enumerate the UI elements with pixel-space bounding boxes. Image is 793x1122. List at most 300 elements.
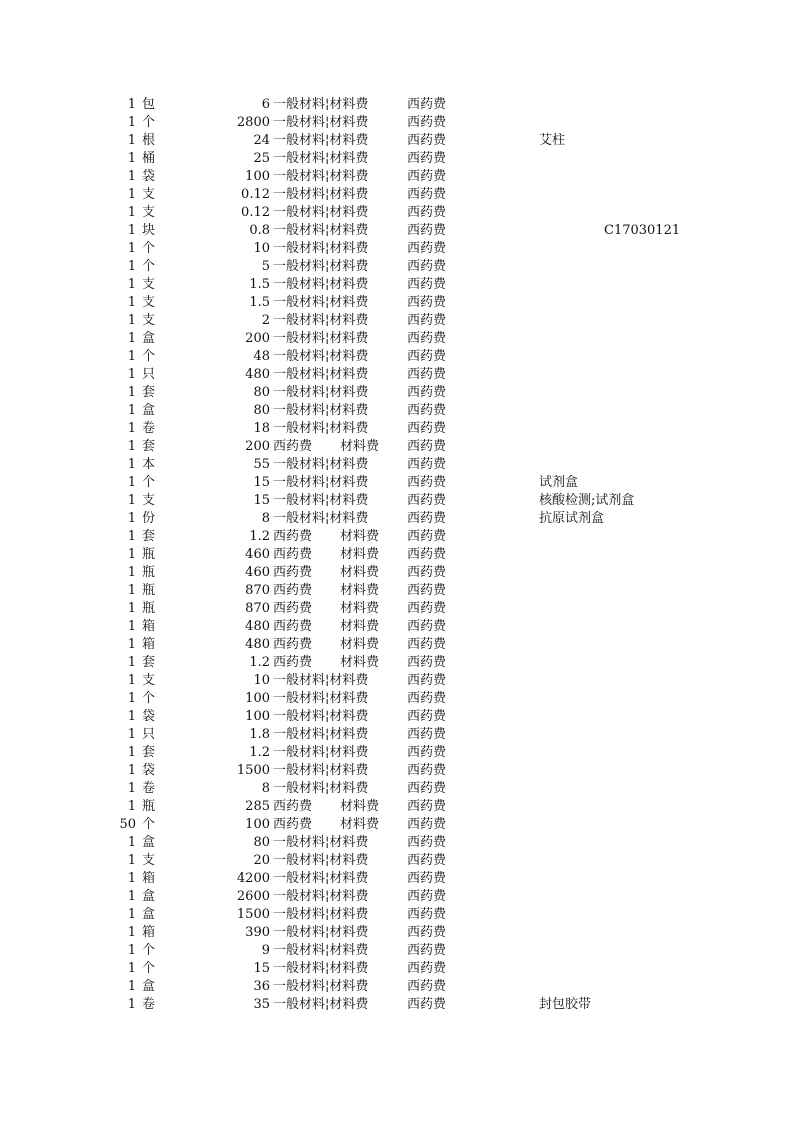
unit-cell: 根 [142, 133, 156, 148]
fee-type-cell: 西药费 [407, 367, 447, 382]
price-cell: 80 [253, 385, 270, 400]
table-row [0, 600, 793, 618]
unit-cell: 支 [142, 673, 156, 688]
category-cell: 一般材料¦材料费 [273, 943, 369, 958]
quantity-cell: 1 [127, 511, 136, 526]
category-cell: 西药费 [273, 655, 313, 670]
category-cell: 一般材料¦材料费 [273, 925, 369, 940]
table-row [0, 780, 793, 798]
fee-type-cell: 西药费 [407, 583, 447, 598]
price-cell: 460 [245, 547, 270, 562]
price-cell: 1.5 [249, 295, 270, 310]
quantity-cell: 1 [127, 763, 136, 778]
price-cell: 1.2 [249, 529, 270, 544]
category-sub-cell: 材料费 [340, 817, 380, 832]
fee-type-cell: 西药费 [407, 187, 447, 202]
table-row [0, 114, 793, 132]
quantity-cell: 1 [127, 889, 136, 904]
fee-type-cell: 西药费 [407, 133, 447, 148]
unit-cell: 瓶 [142, 583, 156, 598]
category-cell: 一般材料¦材料费 [273, 169, 369, 184]
fee-type-cell: 西药费 [407, 961, 447, 976]
unit-cell: 个 [142, 475, 156, 490]
fee-type-cell: 西药费 [407, 745, 447, 760]
unit-cell: 卷 [142, 421, 156, 436]
fee-type-cell: 西药费 [407, 259, 447, 274]
quantity-cell: 1 [127, 367, 136, 382]
price-cell: 35 [253, 997, 270, 1012]
quantity-cell: 1 [127, 943, 136, 958]
quantity-cell: 1 [127, 799, 136, 814]
table-row [0, 996, 793, 1014]
category-cell: 一般材料¦材料费 [273, 493, 369, 508]
table-row [0, 690, 793, 708]
quantity-cell: 1 [127, 637, 136, 652]
quantity-cell: 1 [127, 961, 136, 976]
category-cell: 一般材料¦材料费 [273, 331, 369, 346]
quantity-cell: 1 [127, 583, 136, 598]
fee-type-cell: 西药费 [407, 781, 447, 796]
price-cell: 390 [245, 925, 270, 940]
quantity-cell: 1 [127, 871, 136, 886]
price-cell: 870 [245, 583, 270, 598]
table-row [0, 456, 793, 474]
unit-cell: 箱 [142, 925, 156, 940]
table-row [0, 366, 793, 384]
fee-type-cell: 西药费 [407, 889, 447, 904]
fee-type-cell: 西药费 [407, 151, 447, 166]
unit-cell: 套 [142, 745, 156, 760]
quantity-cell: 1 [127, 223, 136, 238]
price-cell: 5 [261, 259, 270, 274]
quantity-cell: 1 [127, 259, 136, 274]
price-cell: 285 [245, 799, 270, 814]
table-row [0, 654, 793, 672]
table-row [0, 924, 793, 942]
category-cell: 一般材料¦材料费 [273, 763, 369, 778]
category-cell: 一般材料¦材料费 [273, 709, 369, 724]
category-cell: 一般材料¦材料费 [273, 457, 369, 472]
category-cell: 西药费 [273, 619, 313, 634]
unit-cell: 卷 [142, 781, 156, 796]
unit-cell: 个 [142, 691, 156, 706]
quantity-cell: 1 [127, 475, 136, 490]
price-cell: 36 [253, 979, 270, 994]
unit-cell: 个 [142, 961, 156, 976]
table-row [0, 222, 793, 240]
unit-cell: 盒 [142, 979, 156, 994]
quantity-cell: 1 [127, 385, 136, 400]
category-cell: 西药费 [273, 547, 313, 562]
unit-cell: 箱 [142, 619, 156, 634]
unit-cell: 瓶 [142, 799, 156, 814]
fee-type-cell: 西药费 [407, 457, 447, 472]
price-cell: 1500 [236, 763, 270, 778]
category-cell: 一般材料¦材料费 [273, 475, 369, 490]
category-cell: 一般材料¦材料费 [273, 151, 369, 166]
fee-type-cell: 西药费 [407, 601, 447, 616]
price-cell: 1.2 [249, 745, 270, 760]
quantity-cell: 1 [127, 529, 136, 544]
price-cell: 55 [253, 457, 270, 472]
fee-type-cell: 西药费 [407, 439, 447, 454]
quantity-cell: 1 [127, 781, 136, 796]
quantity-cell: 1 [127, 169, 136, 184]
quantity-cell: 1 [127, 691, 136, 706]
price-cell: 80 [253, 403, 270, 418]
category-cell: 一般材料¦材料费 [273, 745, 369, 760]
unit-cell: 盒 [142, 907, 156, 922]
fee-type-cell: 西药费 [407, 619, 447, 634]
quantity-cell: 1 [127, 133, 136, 148]
quantity-cell: 1 [127, 997, 136, 1012]
fee-type-cell: 西药费 [407, 169, 447, 184]
quantity-cell: 1 [127, 403, 136, 418]
category-sub-cell: 材料费 [340, 655, 380, 670]
unit-cell: 个 [142, 241, 156, 256]
note-cell: 艾柱 [539, 133, 566, 148]
quantity-cell: 1 [127, 655, 136, 670]
category-cell: 一般材料¦材料费 [273, 97, 369, 112]
category-cell: 一般材料¦材料费 [273, 241, 369, 256]
unit-cell: 个 [142, 349, 156, 364]
category-cell: 一般材料¦材料费 [273, 115, 369, 130]
category-cell: 一般材料¦材料费 [273, 781, 369, 796]
fee-type-cell: 西药费 [407, 223, 447, 238]
table-row [0, 708, 793, 726]
fee-type-cell: 西药费 [407, 655, 447, 670]
category-cell: 一般材料¦材料费 [273, 853, 369, 868]
price-cell: 1500 [236, 907, 270, 922]
fee-type-cell: 西药费 [407, 349, 447, 364]
quantity-cell: 1 [127, 97, 136, 112]
table-row [0, 960, 793, 978]
category-sub-cell: 材料费 [340, 529, 380, 544]
price-cell: 15 [253, 961, 270, 976]
note-cell: 试剂盒 [539, 475, 579, 490]
quantity-cell: 1 [127, 349, 136, 364]
table-row [0, 150, 793, 168]
fee-type-cell: 西药费 [407, 547, 447, 562]
fee-type-cell: 西药费 [407, 817, 447, 832]
category-cell: 一般材料¦材料费 [273, 205, 369, 220]
table-row [0, 492, 793, 510]
table-row [0, 96, 793, 114]
category-cell: 西药费 [273, 817, 313, 832]
unit-cell: 盒 [142, 403, 156, 418]
quantity-cell: 1 [127, 565, 136, 580]
quantity-cell: 1 [127, 493, 136, 508]
fee-type-cell: 西药费 [407, 637, 447, 652]
unit-cell: 箱 [142, 871, 156, 886]
category-cell: 一般材料¦材料费 [273, 313, 369, 328]
category-cell: 一般材料¦材料费 [273, 511, 369, 526]
fee-type-cell: 西药费 [407, 763, 447, 778]
fee-type-cell: 西药费 [407, 385, 447, 400]
quantity-cell: 1 [127, 745, 136, 760]
unit-cell: 袋 [142, 169, 156, 184]
unit-cell: 只 [142, 367, 156, 382]
note-cell: 封包胶带 [539, 997, 592, 1012]
unit-cell: 支 [142, 853, 156, 868]
unit-cell: 本 [142, 457, 156, 472]
table-row [0, 438, 793, 456]
unit-cell: 支 [142, 493, 156, 508]
price-cell: 10 [253, 673, 270, 688]
price-cell: 9 [261, 943, 270, 958]
price-cell: 10 [253, 241, 270, 256]
price-cell: 24 [253, 133, 270, 148]
fee-type-cell: 西药费 [407, 727, 447, 742]
table-row [0, 420, 793, 438]
unit-cell: 支 [142, 187, 156, 202]
category-cell: 西药费 [273, 799, 313, 814]
table-row [0, 546, 793, 564]
unit-cell: 支 [142, 295, 156, 310]
price-cell: 480 [245, 619, 270, 634]
category-cell: 西药费 [273, 637, 313, 652]
fee-type-cell: 西药费 [407, 97, 447, 112]
price-cell: 480 [245, 637, 270, 652]
price-cell: 870 [245, 601, 270, 616]
category-cell: 一般材料¦材料费 [273, 871, 369, 886]
table-row [0, 294, 793, 312]
unit-cell: 盒 [142, 331, 156, 346]
fee-type-cell: 西药费 [407, 295, 447, 310]
table-row [0, 132, 793, 150]
category-cell: 一般材料¦材料费 [273, 727, 369, 742]
price-cell: 100 [245, 709, 270, 724]
quantity-cell: 1 [127, 115, 136, 130]
price-cell: 8 [261, 511, 270, 526]
category-cell: 一般材料¦材料费 [273, 133, 369, 148]
price-cell: 6 [261, 97, 270, 112]
unit-cell: 块 [142, 223, 156, 238]
category-cell: 一般材料¦材料费 [273, 187, 369, 202]
price-cell: 18 [253, 421, 270, 436]
table-row [0, 744, 793, 762]
quantity-cell: 1 [127, 709, 136, 724]
quantity-cell: 1 [127, 241, 136, 256]
quantity-cell: 1 [127, 673, 136, 688]
price-cell: 480 [245, 367, 270, 382]
fee-type-cell: 西药费 [407, 565, 447, 580]
category-cell: 一般材料¦材料费 [273, 997, 369, 1012]
price-cell: 1.2 [249, 655, 270, 670]
unit-cell: 套 [142, 439, 156, 454]
quantity-cell: 1 [127, 277, 136, 292]
category-cell: 一般材料¦材料费 [273, 835, 369, 850]
category-cell: 西药费 [273, 439, 313, 454]
table-row [0, 186, 793, 204]
quantity-cell: 1 [127, 331, 136, 346]
unit-cell: 个 [142, 943, 156, 958]
fee-type-cell: 西药费 [407, 943, 447, 958]
table-row [0, 762, 793, 780]
category-cell: 一般材料¦材料费 [273, 691, 369, 706]
category-cell: 一般材料¦材料费 [273, 259, 369, 274]
table-row [0, 564, 793, 582]
fee-type-cell: 西药费 [407, 925, 447, 940]
unit-cell: 支 [142, 313, 156, 328]
price-cell: 20 [253, 853, 270, 868]
quantity-cell: 1 [127, 187, 136, 202]
fee-type-cell: 西药费 [407, 529, 447, 544]
fee-type-cell: 西药费 [407, 799, 447, 814]
price-cell: 1.5 [249, 277, 270, 292]
price-cell: 0.8 [249, 223, 270, 238]
unit-cell: 只 [142, 727, 156, 742]
category-cell: 一般材料¦材料费 [273, 403, 369, 418]
table-row [0, 312, 793, 330]
category-cell: 一般材料¦材料费 [273, 295, 369, 310]
fee-type-cell: 西药费 [407, 493, 447, 508]
fee-type-cell: 西药费 [407, 331, 447, 346]
quantity-cell: 1 [127, 457, 136, 472]
category-sub-cell: 材料费 [340, 583, 380, 598]
category-cell: 一般材料¦材料费 [273, 223, 369, 238]
quantity-cell: 1 [127, 547, 136, 562]
quantity-cell: 1 [127, 727, 136, 742]
fee-type-cell: 西药费 [407, 691, 447, 706]
category-cell: 西药费 [273, 565, 313, 580]
quantity-cell: 1 [127, 835, 136, 850]
unit-cell: 桶 [142, 151, 156, 166]
price-cell: 100 [245, 691, 270, 706]
fee-type-cell: 西药费 [407, 979, 447, 994]
table-row [0, 798, 793, 816]
quantity-cell: 1 [127, 979, 136, 994]
table-row [0, 582, 793, 600]
price-cell: 200 [245, 439, 270, 454]
table-row [0, 474, 793, 492]
price-cell: 48 [253, 349, 270, 364]
unit-cell: 卷 [142, 997, 156, 1012]
table-row [0, 888, 793, 906]
table-row [0, 672, 793, 690]
quantity-cell: 1 [127, 295, 136, 310]
category-cell: 一般材料¦材料费 [273, 277, 369, 292]
unit-cell: 瓶 [142, 601, 156, 616]
price-cell: 0.12 [241, 187, 270, 202]
category-sub-cell: 材料费 [340, 601, 380, 616]
price-cell: 15 [253, 475, 270, 490]
price-cell: 2 [261, 313, 270, 328]
fee-type-cell: 西药费 [407, 853, 447, 868]
unit-cell: 箱 [142, 637, 156, 652]
category-cell: 西药费 [273, 583, 313, 598]
table-row [0, 204, 793, 222]
unit-cell: 套 [142, 655, 156, 670]
table-row [0, 528, 793, 546]
price-cell: 8 [261, 781, 270, 796]
table-row [0, 276, 793, 294]
unit-cell: 套 [142, 529, 156, 544]
price-cell: 460 [245, 565, 270, 580]
fee-type-cell: 西药费 [407, 313, 447, 328]
table-row [0, 510, 793, 528]
unit-cell: 瓶 [142, 565, 156, 580]
note-cell: 抗原试剂盒 [539, 511, 605, 526]
code-cell: C17030121 [604, 223, 681, 238]
price-cell: 4200 [236, 871, 270, 886]
table-row [0, 636, 793, 654]
quantity-cell: 1 [127, 925, 136, 940]
fee-type-cell: 西药费 [407, 277, 447, 292]
table-row [0, 726, 793, 744]
table-row [0, 978, 793, 996]
table-row [0, 870, 793, 888]
table-row [0, 168, 793, 186]
table-row [0, 330, 793, 348]
fee-type-cell: 西药费 [407, 709, 447, 724]
quantity-cell: 1 [127, 601, 136, 616]
category-sub-cell: 材料费 [340, 637, 380, 652]
fee-type-cell: 西药费 [407, 997, 447, 1012]
price-cell: 1.8 [249, 727, 270, 742]
category-sub-cell: 材料费 [340, 439, 380, 454]
category-cell: 一般材料¦材料费 [273, 907, 369, 922]
fee-type-cell: 西药费 [407, 241, 447, 256]
fee-type-cell: 西药费 [407, 115, 447, 130]
category-cell: 一般材料¦材料费 [273, 349, 369, 364]
fee-type-cell: 西药费 [407, 835, 447, 850]
table-row [0, 402, 793, 420]
table-row [0, 258, 793, 276]
unit-cell: 支 [142, 277, 156, 292]
quantity-cell: 1 [127, 205, 136, 220]
fee-type-cell: 西药费 [407, 421, 447, 436]
quantity-cell: 1 [127, 151, 136, 166]
note-cell: 核酸检测;试剂盒 [539, 493, 635, 508]
category-cell: 一般材料¦材料费 [273, 961, 369, 976]
spreadsheet-page [0, 96, 793, 1014]
price-cell: 2800 [236, 115, 270, 130]
table-row [0, 618, 793, 636]
unit-cell: 瓶 [142, 547, 156, 562]
category-cell: 一般材料¦材料费 [273, 367, 369, 382]
unit-cell: 个 [142, 259, 156, 274]
fee-type-cell: 西药费 [407, 403, 447, 418]
unit-cell: 个 [142, 115, 156, 130]
category-cell: 一般材料¦材料费 [273, 673, 369, 688]
quantity-cell: 50 [119, 817, 136, 832]
fee-type-cell: 西药费 [407, 511, 447, 526]
quantity-cell: 1 [127, 313, 136, 328]
unit-cell: 包 [142, 97, 156, 112]
table-row [0, 906, 793, 924]
fee-type-cell: 西药费 [407, 871, 447, 886]
unit-cell: 袋 [142, 763, 156, 778]
quantity-cell: 1 [127, 421, 136, 436]
price-cell: 25 [253, 151, 270, 166]
category-sub-cell: 材料费 [340, 565, 380, 580]
unit-cell: 个 [142, 817, 156, 832]
unit-cell: 盒 [142, 889, 156, 904]
price-cell: 0.12 [241, 205, 270, 220]
quantity-cell: 1 [127, 853, 136, 868]
category-cell: 一般材料¦材料费 [273, 385, 369, 400]
unit-cell: 盒 [142, 835, 156, 850]
fee-type-cell: 西药费 [407, 673, 447, 688]
price-cell: 2600 [236, 889, 270, 904]
quantity-cell: 1 [127, 907, 136, 922]
price-cell: 15 [253, 493, 270, 508]
category-cell: 西药费 [273, 529, 313, 544]
fee-type-cell: 西药费 [407, 205, 447, 220]
category-cell: 一般材料¦材料费 [273, 421, 369, 436]
category-sub-cell: 材料费 [340, 799, 380, 814]
